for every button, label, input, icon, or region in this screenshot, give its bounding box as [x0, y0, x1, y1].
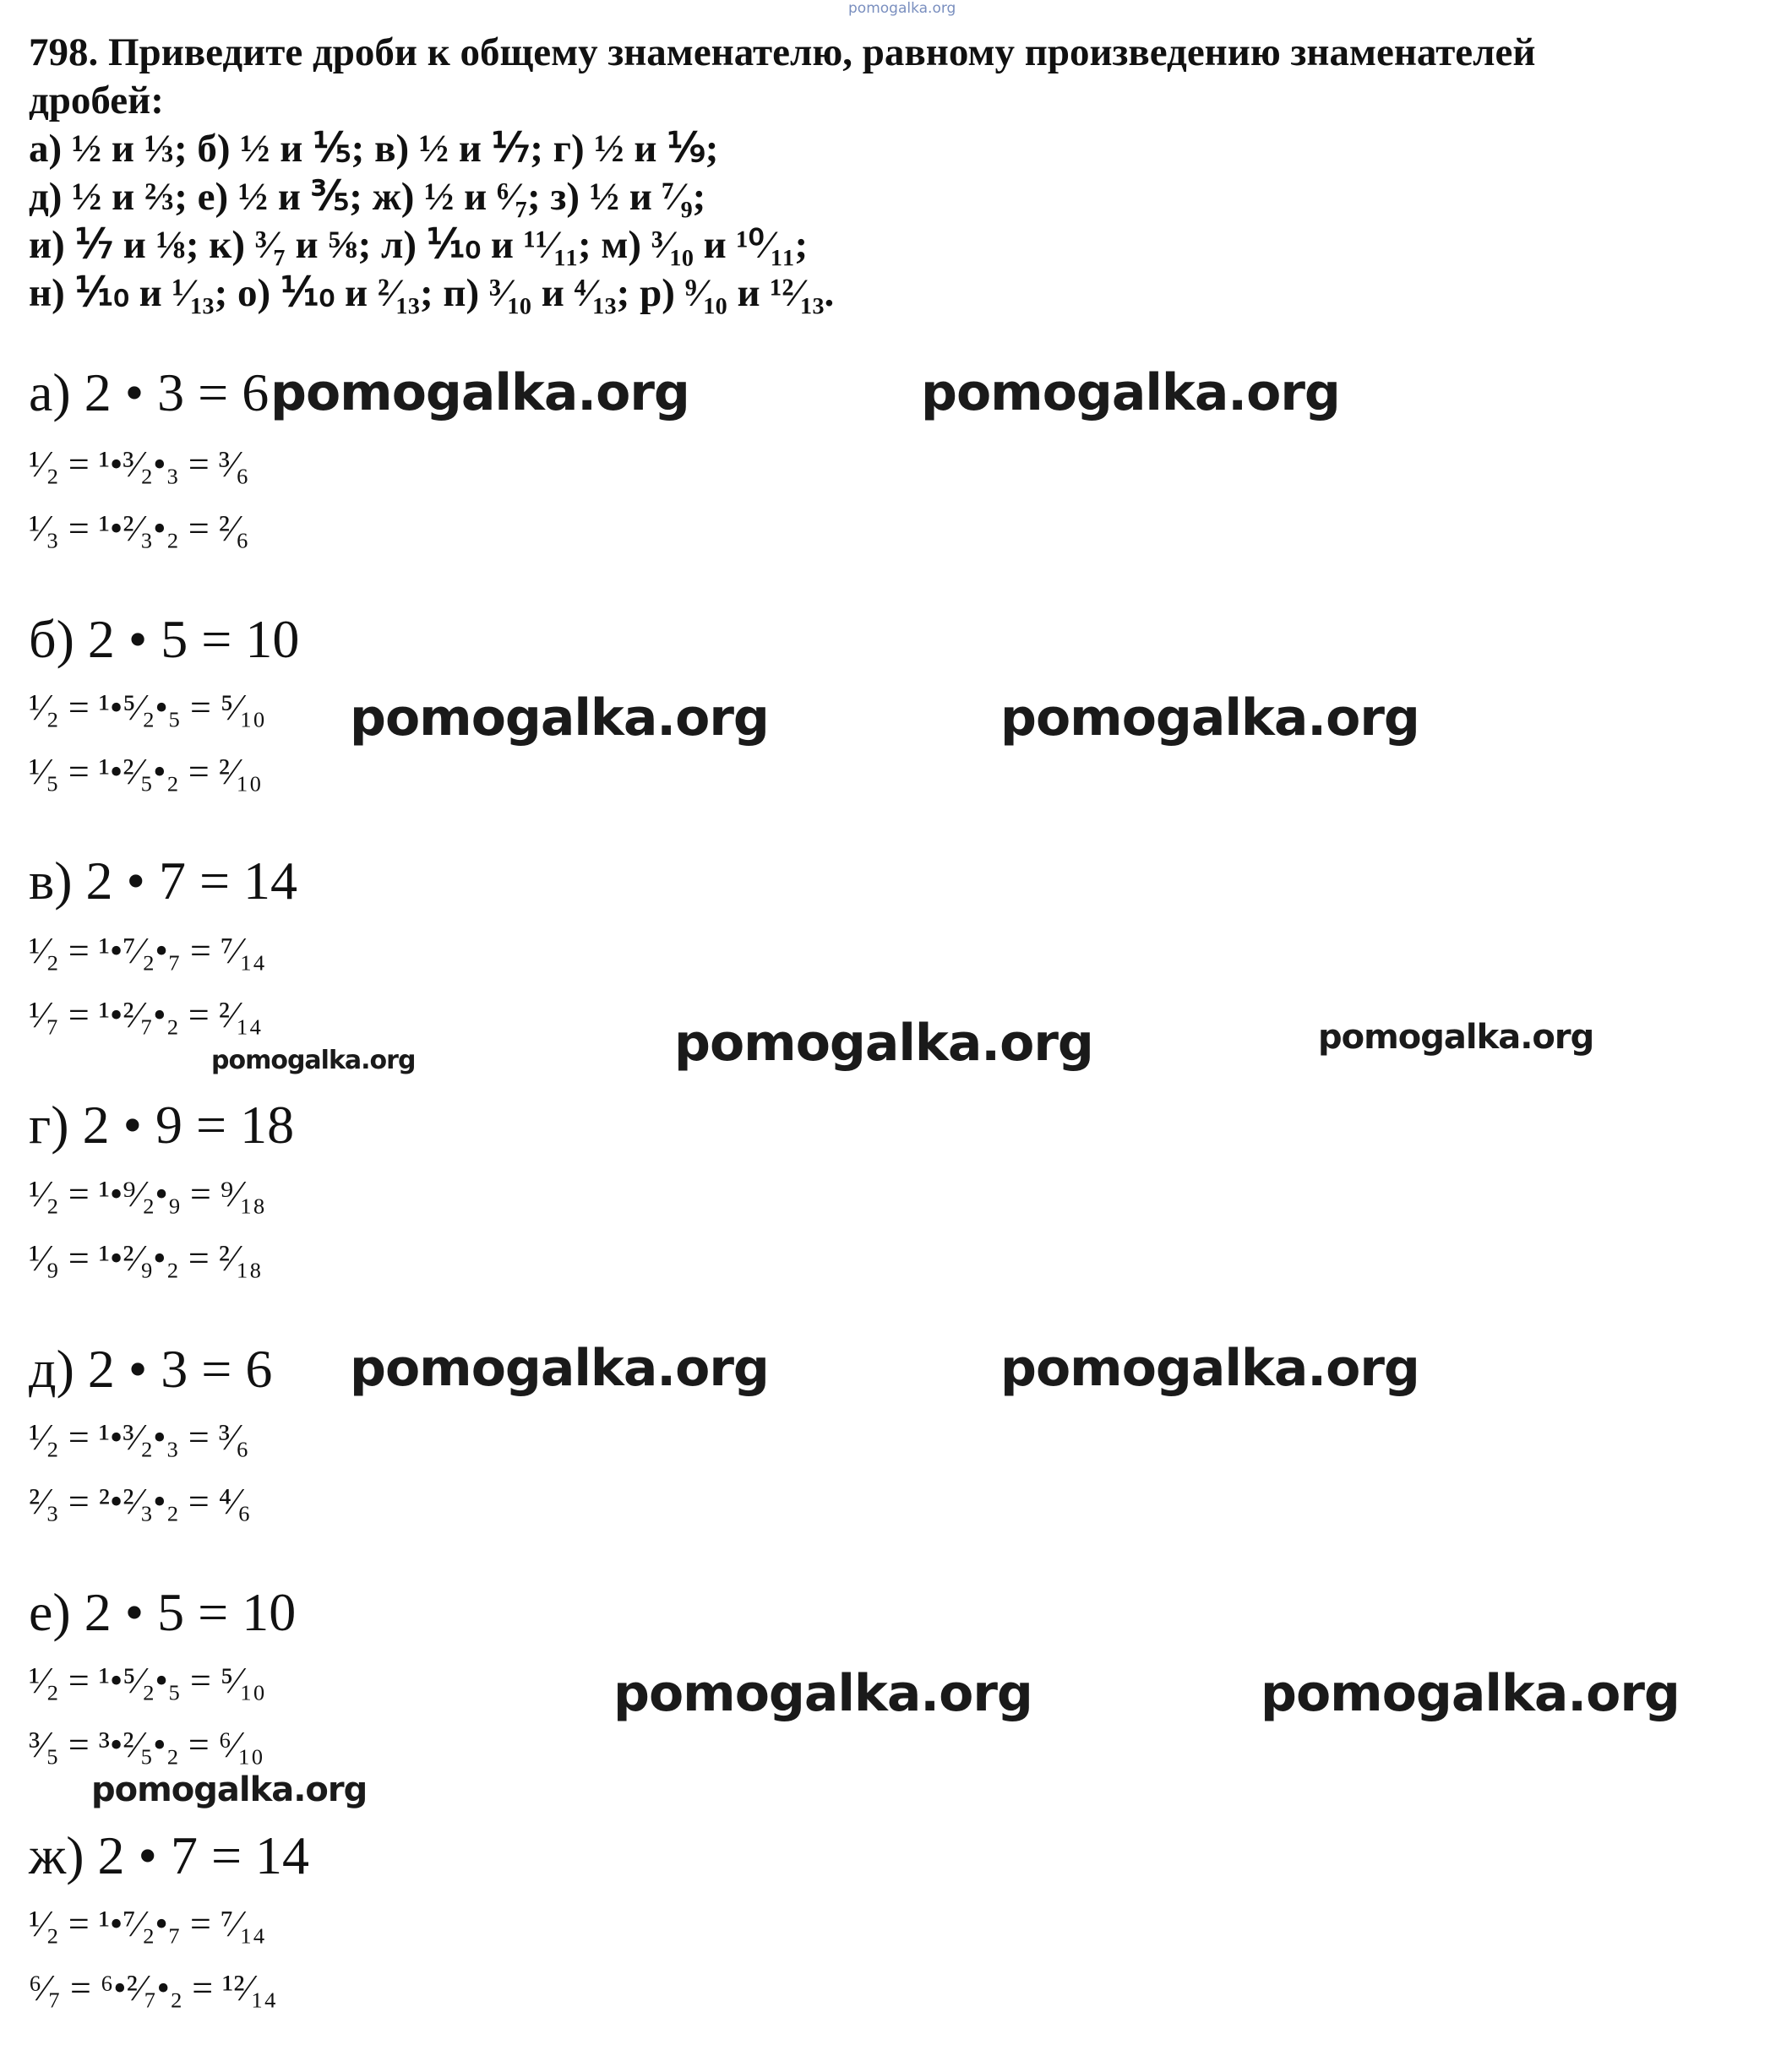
- solution-header: в) 2 • 7 = 14: [29, 851, 298, 911]
- solution-header: а) 2 • 3 = 6: [29, 362, 270, 422]
- watermark: pomogalka.org: [613, 1664, 1032, 1723]
- solution-line: ¹⁄₂ = ¹•⁵⁄₂•₅ = ⁵⁄₁₀: [29, 1660, 266, 1701]
- solution-header: г) 2 • 9 = 18: [29, 1095, 295, 1155]
- watermark: pomogalka.org: [270, 363, 689, 422]
- solution-header: б) 2 • 5 = 10: [29, 609, 300, 669]
- solution-header: д) 2 • 3 = 6: [29, 1339, 273, 1399]
- solution-line: ⁶⁄₇ = ⁶•²⁄₇•₂ = ¹²⁄₁₄: [29, 1967, 277, 2009]
- watermark: pomogalka.org: [350, 688, 769, 748]
- watermark: pomogalka.org: [91, 1770, 368, 1809]
- solution-line: ¹⁄₂ = ¹•⁹⁄₂•₉ = ⁹⁄₁₈: [29, 1173, 266, 1215]
- watermark: pomogalka.org: [350, 1339, 769, 1398]
- watermark: pomogalka.org: [1000, 688, 1419, 748]
- solution-line: ¹⁄₇ = ¹•²⁄₇•₂ = ²⁄₁₄: [29, 994, 262, 1036]
- task-row: н) ⅒ и ¹⁄₁₃; о) ⅒ и ²⁄₁₃; п) ³⁄₁₀ и ⁴⁄₁₃; р) ⁹⁄₁₀ и ¹²⁄₁₃.: [29, 271, 835, 315]
- watermark: pomogalka.org: [674, 1014, 1093, 1073]
- solution-line: ¹⁄₅ = ¹•²⁄₅•₂ = ²⁄₁₀: [29, 751, 262, 792]
- solution-header: ж) 2 • 7 = 14: [29, 1825, 310, 1885]
- top-watermark: pomogalka.org: [848, 0, 956, 17]
- task-row: д) ½ и ⅔; е) ½ и ⅗; ж) ½ и ⁶⁄₇; з) ½ и ⁷⁄₉;: [29, 175, 706, 219]
- solution-line: ²⁄₃ = ²•²⁄₃•₂ = ⁴⁄₆: [29, 1481, 251, 1522]
- watermark: pomogalka.org: [1000, 1339, 1419, 1398]
- solution-line: ¹⁄₃ = ¹•²⁄₃•₂ = ²⁄₆: [29, 508, 249, 549]
- solution-line: ¹⁄₂ = ¹•⁷⁄₂•₇ = ⁷⁄₁₄: [29, 930, 266, 971]
- solution-line: ¹⁄₂ = ¹•⁵⁄₂•₅ = ⁵⁄₁₀: [29, 687, 266, 728]
- task-row: а) ½ и ⅓; б) ½ и ⅕; в) ½ и ⅐; г) ½ и ⅑;: [29, 127, 719, 171]
- solution-header: е) 2 • 5 = 10: [29, 1582, 297, 1642]
- task-title-line1: 798. Приведите дроби к общему знаменателю, равному произведению знаменателей: [29, 30, 1536, 74]
- watermark: pomogalka.org: [921, 363, 1340, 422]
- solution-line: ¹⁄₂ = ¹•³⁄₂•₃ = ³⁄₆: [29, 1417, 249, 1458]
- watermark: pomogalka.org: [211, 1046, 416, 1075]
- watermark: pomogalka.org: [1318, 1018, 1594, 1057]
- solution-line: ³⁄₅ = ³•²⁄₅•₂ = ⁶⁄₁₀: [29, 1724, 264, 1765]
- solution-line: ¹⁄₉ = ¹•²⁄₉•₂ = ²⁄₁₈: [29, 1237, 262, 1279]
- task-row: и) ⅐ и ⅛; к) ³⁄₇ и ⅝; л) ⅒ и ¹¹⁄₁₁; м) ³⁄₁₀ и ¹⁰⁄₁₁;: [29, 223, 809, 267]
- solution-line: ¹⁄₂ = ¹•⁷⁄₂•₇ = ⁷⁄₁₄: [29, 1903, 266, 1944]
- task-title-line2: дробей:: [29, 79, 164, 122]
- solution-line: ¹⁄₂ = ¹•³⁄₂•₃ = ³⁄₆: [29, 443, 249, 485]
- watermark: pomogalka.org: [1261, 1664, 1680, 1723]
